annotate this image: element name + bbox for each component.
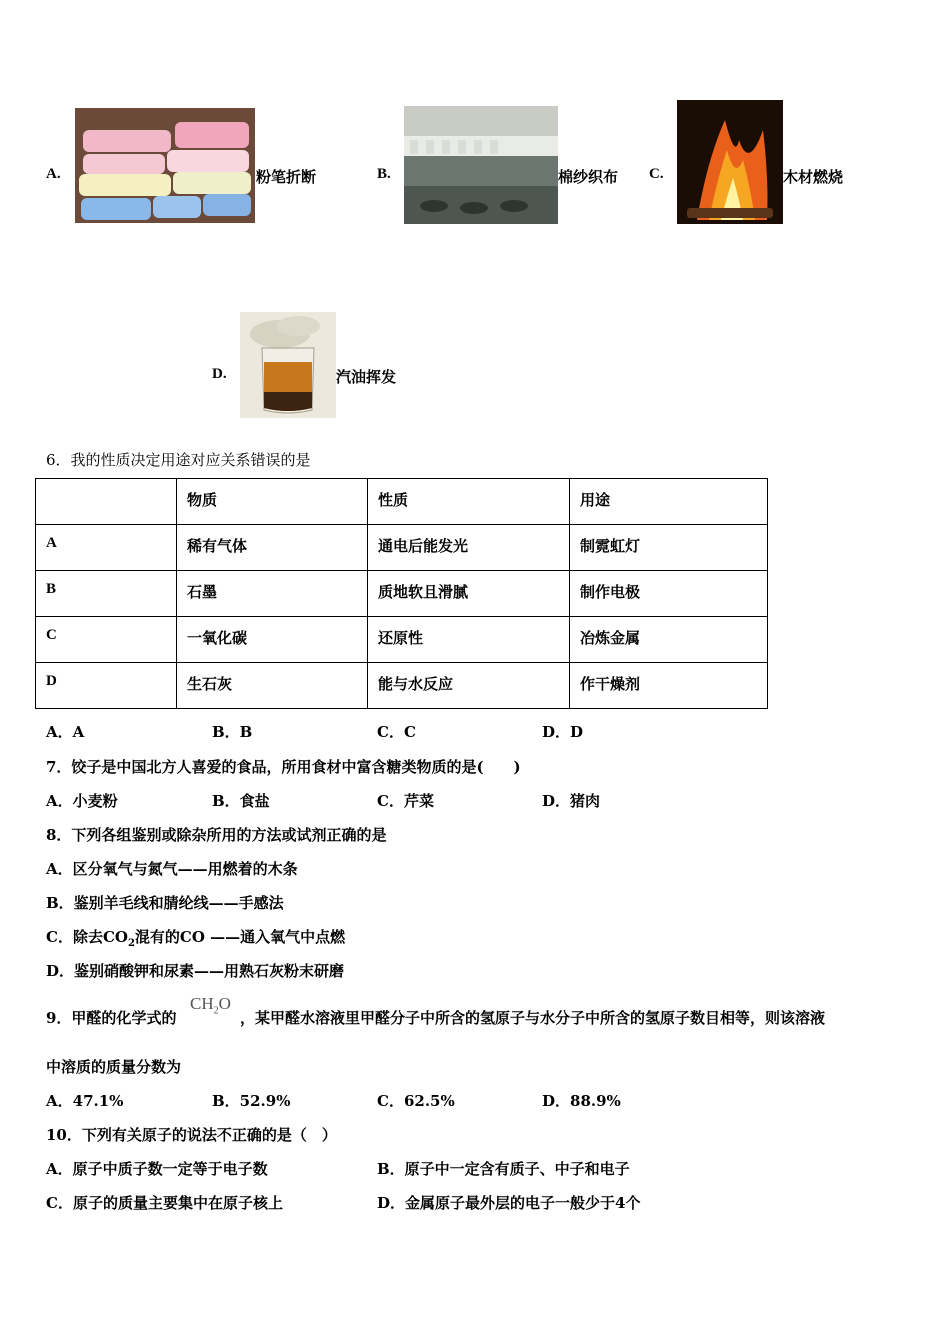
table-cell: 制霓虹灯 xyxy=(570,525,768,571)
option-text: 混有的CO ——通入氧气中点燃 xyxy=(134,928,346,946)
option-letter: B. xyxy=(377,166,391,182)
table-cell: 制作电极 xyxy=(570,571,768,617)
table-cell: 能与水反应 xyxy=(368,663,570,709)
q6-option-d[interactable]: D．D xyxy=(542,723,584,741)
option-text: C．除去CO xyxy=(46,928,128,946)
table-cell: 生石灰 xyxy=(177,663,368,709)
beaker-gasoline-image xyxy=(240,312,336,418)
table-cell: A xyxy=(36,525,177,571)
question-9-stem-line2: 中溶质的质量分数为 xyxy=(46,1058,182,1076)
table-header-cell: 性质 xyxy=(368,479,570,525)
question-9-stem xyxy=(46,1007,176,1028)
q9-option-c[interactable]: C．62.5% xyxy=(377,1092,455,1110)
textile-machine-image xyxy=(404,106,558,224)
table-cell: 冶炼金属 xyxy=(570,617,768,663)
option-caption: 汽油挥发 xyxy=(336,368,397,386)
table-cell: 质地软且滑腻 xyxy=(368,571,570,617)
q6-option-c[interactable]: C．C xyxy=(377,723,416,741)
formula-ch2o xyxy=(190,994,231,1016)
table-header-row xyxy=(36,479,768,525)
formula-text: O xyxy=(218,994,231,1013)
chalk-image xyxy=(75,108,255,223)
question-7-stem: 7．饺子是中国北方人喜爱的食品，所用食材中富含糖类物质的是( ) xyxy=(46,758,521,776)
q8-option-c[interactable] xyxy=(46,926,345,949)
table-cell: 作干燥剂 xyxy=(570,663,768,709)
question-8-stem: 8．下列各组鉴别或除杂所用的方法或试剂正确的是 xyxy=(46,826,387,844)
table-cell: C xyxy=(36,617,177,663)
table-row xyxy=(36,571,768,617)
q7-option-c[interactable]: C．芹菜 xyxy=(377,792,434,810)
formula-subscript: 2 xyxy=(213,1005,219,1017)
question-10-stem: 10．下列有关原子的说法不正确的是（ ） xyxy=(46,1126,337,1144)
q8-option-d[interactable]: D．鉴别硝酸钾和尿素——用熟石灰粉末研磨 xyxy=(46,962,345,980)
q7-option-d[interactable]: D．猪肉 xyxy=(542,792,601,810)
table-row xyxy=(36,525,768,571)
q7-option-a[interactable]: A．小麦粉 xyxy=(46,792,118,810)
option-letter: D. xyxy=(212,366,227,382)
table-header-cell xyxy=(36,479,177,525)
q8-option-a[interactable]: A．区分氧气与氮气——用燃着的木条 xyxy=(46,860,298,878)
table-cell: B xyxy=(36,571,177,617)
q6-option-b[interactable]: B．B xyxy=(212,723,253,741)
option-caption: 棉纱织布 xyxy=(558,168,619,186)
q8-option-b[interactable]: B．鉴别羊毛线和腈纶线——手感法 xyxy=(46,894,284,912)
question-9-stem-end: ，某甲醛水溶液里甲醛分子中所含的氢原子与水分子中所含的氢原子数目相等，则该溶液 xyxy=(240,1009,826,1027)
option-caption: 木材燃烧 xyxy=(783,168,844,186)
q10-option-b[interactable]: B．原子中一定含有质子、中子和电子 xyxy=(377,1160,630,1178)
subscript: 2 xyxy=(127,938,135,949)
stem-text: 9．甲醛的化学式的 xyxy=(46,1009,177,1027)
q10-option-c[interactable]: C．原子的质量主要集中在原子核上 xyxy=(46,1194,283,1212)
formula-text: CH xyxy=(190,994,214,1013)
q9-option-b[interactable]: B．52.9% xyxy=(212,1092,291,1110)
option-letter: A. xyxy=(46,166,61,182)
q10-option-a[interactable]: A．原子中质子数一定等于电子数 xyxy=(46,1160,268,1178)
option-caption: 粉笔折断 xyxy=(256,168,317,186)
table-cell: 还原性 xyxy=(368,617,570,663)
property-use-table xyxy=(35,478,768,709)
q9-option-d[interactable]: D．88.9% xyxy=(542,1092,621,1110)
burning-wood-image xyxy=(677,100,783,224)
table-cell: 稀有气体 xyxy=(177,525,368,571)
q7-option-b[interactable]: B．食盐 xyxy=(212,792,270,810)
table-cell: D xyxy=(36,663,177,709)
table-row xyxy=(36,663,768,709)
option-letter: C. xyxy=(649,166,664,182)
q6-option-a[interactable]: A．A xyxy=(46,723,85,741)
table-header-cell: 物质 xyxy=(177,479,368,525)
table-row xyxy=(36,617,768,663)
q10-option-d[interactable]: D．金属原子最外层的电子一般少于4个 xyxy=(377,1194,641,1212)
question-6-stem: 6．我的性质决定用途对应关系错误的是 xyxy=(46,451,311,469)
table-cell: 石墨 xyxy=(177,571,368,617)
table-cell: 通电后能发光 xyxy=(368,525,570,571)
table-header-cell: 用途 xyxy=(570,479,768,525)
q9-option-a[interactable]: A．47.1% xyxy=(46,1092,124,1110)
table-cell: 一氧化碳 xyxy=(177,617,368,663)
